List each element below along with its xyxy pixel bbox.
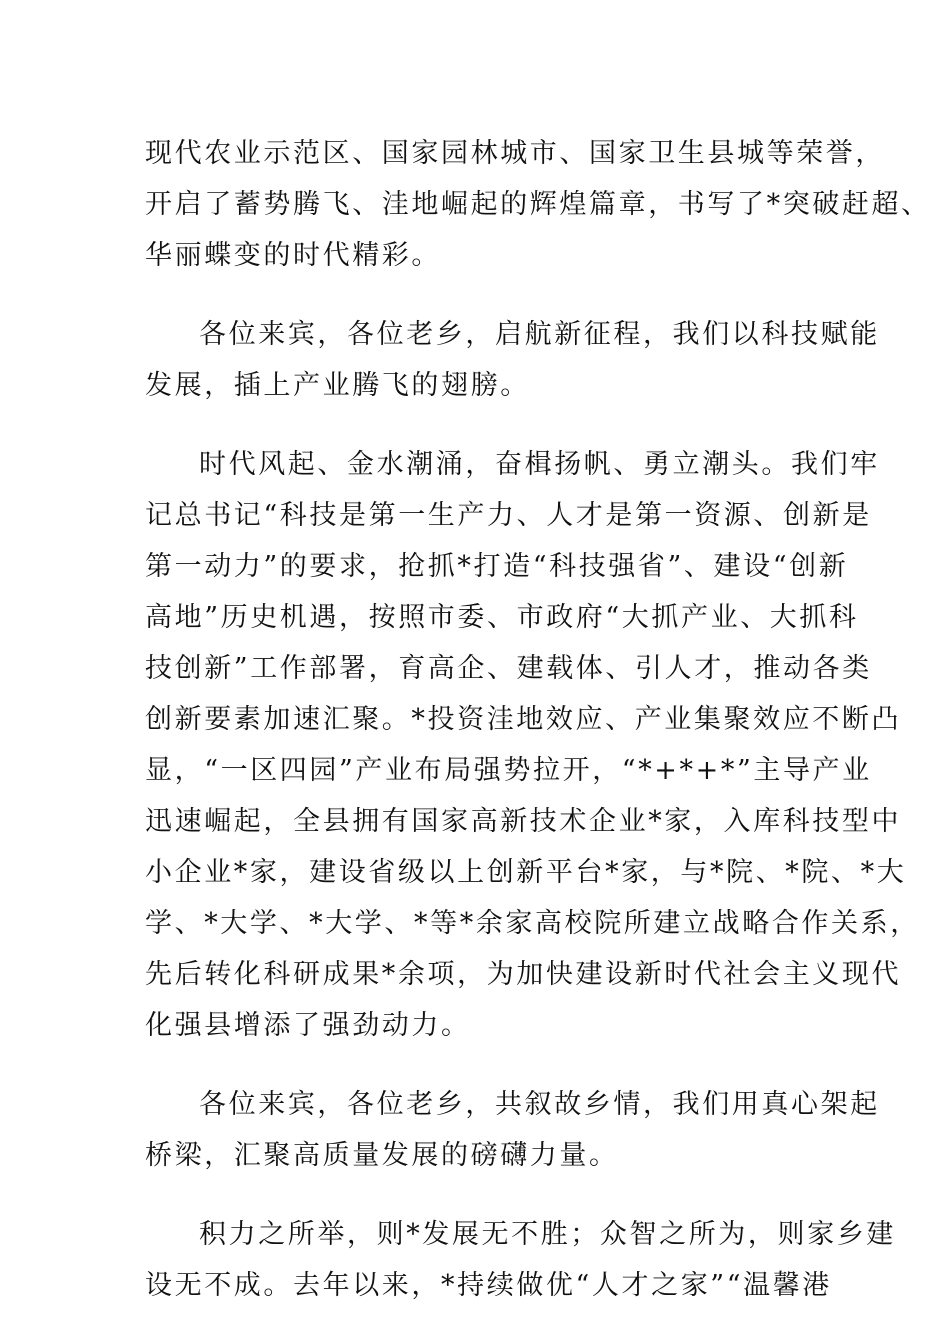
- text-line: 技创新”工作部署，育高企、建载体、引人才，推动各类: [145, 653, 872, 684]
- paragraph-4: [145, 1079, 880, 1181]
- paragraph-2: [145, 309, 880, 411]
- text-line: 设无不成。去年以来，*持续做优“人才之家”“温馨港: [145, 1270, 832, 1301]
- paragraph-gap: [145, 281, 825, 309]
- paragraph-3: [145, 439, 920, 1051]
- text-line: 小企业*家，建设省级以上创新平台*家，与*院、*院、*大: [145, 857, 907, 888]
- paragraph-gap: [145, 1051, 825, 1079]
- text-line: 时代风起、金水潮涌，奋楫扬帆、勇立潮头。我们牢: [199, 449, 880, 480]
- paragraph-gap: [145, 411, 825, 439]
- text-line: 迅速崛起，全县拥有国家高新技术企业*家，入库科技型中: [145, 806, 902, 837]
- text-line: 先后转化科研成果*余项，为加快建设新时代社会主义现代: [145, 959, 902, 990]
- text-line: 桥梁，汇聚高质量发展的磅礴力量。: [145, 1140, 619, 1171]
- text-line: 各位来宾，各位老乡，启航新征程，我们以科技赋能: [199, 319, 880, 350]
- text-line: 记总书记“科技是第一生产力、人才是第一资源、创新是: [145, 500, 872, 531]
- text-line: 第一动力”的要求，抢抓*打造“科技强省”、建设“创新: [145, 551, 849, 582]
- paragraph-gap: [145, 1181, 825, 1209]
- text-line: 高地”历史机遇，按照市委、市政府“大抓产业、大抓科: [145, 602, 859, 633]
- text-line: 各位来宾，各位老乡，共叙故乡情，我们用真心架起: [199, 1089, 880, 1120]
- text-line: 学、*大学、*大学、*等*余家高校院所建立战略合作关系，: [145, 908, 920, 939]
- text-line: 化强县增添了强劲动力。: [145, 1010, 471, 1041]
- text-line: 现代农业示范区、国家园林城市、国家卫生县城等荣誉，: [145, 138, 885, 169]
- paragraph-5: [145, 1209, 896, 1311]
- text-line: 积力之所举，则*发展无不胜；众智之所为，则家乡建: [199, 1219, 896, 1250]
- text-line: 创新要素加速汇聚。*投资洼地效应、产业集聚效应不断凸: [145, 704, 902, 735]
- text-line: 显，“一区四园”产业布局强势拉开，“*+*+*”主导产业: [145, 755, 872, 786]
- paragraph-1: [145, 128, 931, 281]
- document-body: [145, 128, 931, 1311]
- text-line: 开启了蓄势腾飞、洼地崛起的辉煌篇章，书写了*突破赶超、: [145, 189, 931, 220]
- text-line: 发展，插上产业腾飞的翅膀。: [145, 370, 530, 401]
- text-line: 华丽蝶变的时代精彩。: [145, 240, 441, 271]
